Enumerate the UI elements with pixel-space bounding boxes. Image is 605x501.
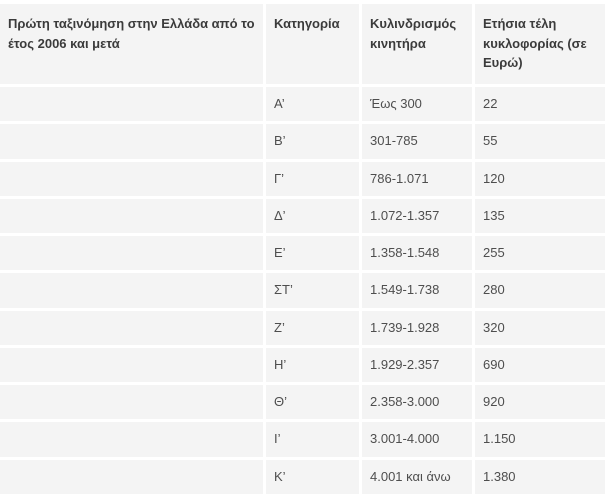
table-body: [0, 87, 605, 494]
table-row: [0, 422, 605, 456]
table-row: [0, 385, 605, 419]
category-cell: Γ’: [266, 162, 359, 196]
fee-cell: 920: [475, 385, 605, 419]
spacer-cell: [0, 273, 263, 307]
displacement-cell: Έως 300: [362, 87, 472, 121]
table-title: Πρώτη ταξινόμηση στην Ελλάδα από το έτος 2006 και μετά: [0, 4, 263, 84]
table-row: [0, 236, 605, 270]
spacer-cell: [0, 385, 263, 419]
displacement-cell: 3.001-4.000: [362, 422, 472, 456]
category-cell: Κ’: [266, 460, 359, 494]
spacer-cell: [0, 162, 263, 196]
fee-cell: 120: [475, 162, 605, 196]
spacer-cell: [0, 236, 263, 270]
fee-cell: 1.150: [475, 422, 605, 456]
table-row: [0, 87, 605, 121]
fee-cell: 280: [475, 273, 605, 307]
category-cell: Ε’: [266, 236, 359, 270]
category-cell: Α’: [266, 87, 359, 121]
displacement-cell: 786-1.071: [362, 162, 472, 196]
fee-cell: 690: [475, 348, 605, 382]
category-cell: Θ’: [266, 385, 359, 419]
table-row: [0, 162, 605, 196]
fee-cell: 55: [475, 124, 605, 158]
column-header-category: Κατηγορία: [266, 4, 359, 84]
vehicle-tax-table: [0, 1, 605, 497]
table-row: [0, 311, 605, 345]
fee-cell: 22: [475, 87, 605, 121]
table-header: [0, 4, 605, 84]
category-cell: Β’: [266, 124, 359, 158]
fee-cell: 135: [475, 199, 605, 233]
category-cell: Η’: [266, 348, 359, 382]
displacement-cell: 1.549-1.738: [362, 273, 472, 307]
header-row: [0, 4, 605, 84]
category-cell: Ζ’: [266, 311, 359, 345]
displacement-cell: 2.358-3.000: [362, 385, 472, 419]
table-row: [0, 124, 605, 158]
spacer-cell: [0, 124, 263, 158]
displacement-cell: 1.358-1.548: [362, 236, 472, 270]
spacer-cell: [0, 199, 263, 233]
displacement-cell: 1.739-1.928: [362, 311, 472, 345]
category-cell: ΣΤ’: [266, 273, 359, 307]
column-header-fee: Ετήσια τέλη κυκλοφορίας (σε Ευρώ): [475, 4, 605, 84]
category-cell: Δ’: [266, 199, 359, 233]
fee-cell: 1.380: [475, 460, 605, 494]
displacement-cell: 1.072-1.357: [362, 199, 472, 233]
table-row: [0, 199, 605, 233]
spacer-cell: [0, 422, 263, 456]
column-header-displacement: Κυλινδρισμός κινητήρα: [362, 4, 472, 84]
category-cell: Ι’: [266, 422, 359, 456]
spacer-cell: [0, 460, 263, 494]
spacer-cell: [0, 348, 263, 382]
fee-cell: 255: [475, 236, 605, 270]
displacement-cell: 301-785: [362, 124, 472, 158]
fee-cell: 320: [475, 311, 605, 345]
table-row: [0, 348, 605, 382]
displacement-cell: 4.001 και άνω: [362, 460, 472, 494]
spacer-cell: [0, 311, 263, 345]
table-row: [0, 460, 605, 494]
spacer-cell: [0, 87, 263, 121]
table-row: [0, 273, 605, 307]
displacement-cell: 1.929-2.357: [362, 348, 472, 382]
